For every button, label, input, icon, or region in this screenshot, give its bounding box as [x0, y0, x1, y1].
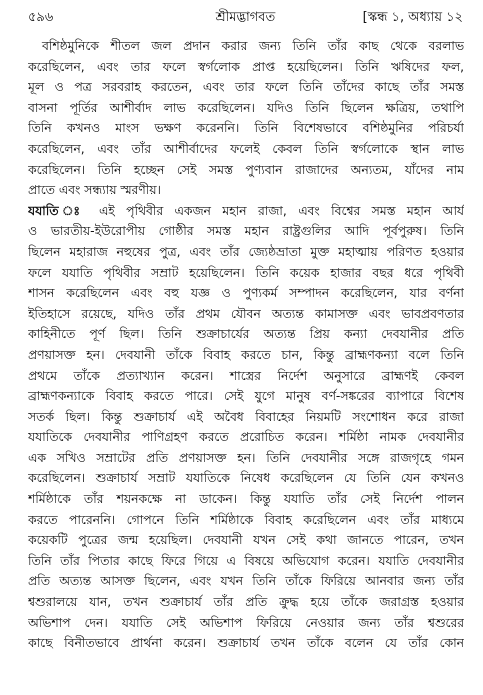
text-line: শ্বশুরালয়ে যান, তখন শুক্রাচার্য তাঁর প্রতি ক্রুদ্ধ হয়ে তাঁকে জরাগ্রস্ত হওয়ার: [28, 595, 464, 610]
text-line: ফলে যযাতি পৃথিবীর সম্রাট হয়েছিলেন। তিনি কয়েক হাজার বছর ধরে পৃথিবী: [28, 265, 464, 280]
text-line: ব্রাহ্মণকন্যাকে বিবাহ করতে পারে। সেই যুগে মানুষ বর্ণ-সঙ্করের ব্যাপারে বিশেষ: [28, 389, 464, 404]
text-line: প্রণয়াসক্ত হন। দেবযানী তাঁকে বিবাহ করতে চান, কিন্তু ব্রাহ্মণকন্যা বলে তিনি: [28, 347, 464, 362]
text-line: শাসন করেছিলেন এবং বহু যজ্ঞ ও পুণ্যকর্ম সম্পাদন করেছিলেন, যার বর্ণনা: [28, 286, 464, 301]
running-title: শ্রীমদ্ভাগবত: [215, 10, 276, 25]
text-line: কয়েকটি পুত্রের জন্ম হয়েছিল। দেবযানী যখন সেই কথা জানতে পারেন, তখন: [28, 533, 464, 548]
text-line: কাছে বিনীতভাবে প্রার্থনা করেন। শুক্রাচার্য তখন তাঁকে বলেন যে তাঁর কোন: [28, 636, 464, 651]
text-line: সতর্ক ছিল। কিন্তু শুক্রাচার্য এই অবৈধ বিবাহের নিয়মটি সংশোধন করে রাজা: [28, 409, 464, 424]
text-line: করতে পারেননি। গোপনে তিনি শর্মিষ্ঠাকে বিবাহ করেছিলেন এবং তাঁর মাধ্যমে: [28, 512, 464, 527]
text-line: প্রতি অত্যন্ত আসক্ত ছিলেন, এবং যখন তিনি তাঁকে ফিরিয়ে আনবার জন্য তাঁর: [28, 574, 464, 589]
text-line: বাসনা পূর্তির আশীর্বাদ লাভ করেছিলেন। যদিও তিনি ছিলেন ক্ষত্রিয়, তথাপি: [28, 100, 464, 115]
text-line: মূল ও পত্র সরবরাহ করতেন, এবং তার ফলে তিনি তাঁদের কাছে তাঁর সমস্ত: [28, 80, 464, 95]
text-line-first: [28, 201, 464, 222]
paragraph-yayati: [28, 201, 464, 654]
text-line: করেছিলেন। তিনি হচ্ছেন সেই সমস্ত পুণ্যবান রাজাদের অন্যতম, যাঁদের নাম: [28, 162, 464, 177]
text-line: ছিলেন মহারাজ নহুষের পুত্র, এবং তাঁর জ্যেষ্ঠভ্রাতা মুক্ত মহাত্মায় পরিণত হওয়ার: [28, 244, 464, 259]
text-line: বশিষ্ঠমুনিকে শীতল জল প্রদান করার জন্য তিনি তাঁর কাছ থেকে বরলাভ: [42, 39, 464, 53]
page-header: [28, 8, 463, 32]
text-line-first-rest: এই পৃথিবীর একজন মহান রাজা, এবং বিশ্বের সমস্ত মহান আর্য: [87, 203, 464, 218]
text-line: করেছিলেন, এবং তাঁর আশীর্বাদের ফলেই কেবল তিনি স্বর্গলোকে স্থান লাভ: [28, 141, 464, 156]
page-number: ৫৯৬: [28, 10, 54, 25]
text-line: করেছিলেন, এবং তার ফলে স্বর্গলোক প্রাপ্ত হয়েছিলেন। তিনি ঋষিদের ফল,: [28, 59, 464, 74]
text-line: অভিশাপ দেন। যযাতি সেই অভিশাপ ফিরিয়ে নেওয়ার জন্য তাঁর শ্বশুরের: [28, 615, 464, 630]
paragraph-vasishtha: [28, 36, 464, 201]
body-text: [28, 36, 464, 688]
text-line: তিনি কখনও মাংস ভক্ষণ করেননি। তিনি বিশেষভাবে বশিষ্ঠমুনির পরিচর্যা: [28, 121, 464, 136]
text-line: করেছিলেন। শুক্রাচার্য সম্রাট যযাতিকে নিষেধ করেছিলেন যে তিনি যেন কখনও: [28, 471, 464, 486]
text-line: তিনি তাঁর পিতার কাছে ফিরে গিয়ে এ বিষয়ে অভিযোগ করেন। যযাতি দেবযানীর: [28, 553, 464, 568]
text-line: এক সখিও সম্রাটের প্রতি প্রণয়াসক্ত হন। তিনি দেবযানীর সঙ্গে রাজগৃহে গমন: [28, 450, 464, 465]
text-line: শর্মিষ্ঠাকে তাঁর শয়নকক্ষে না ডাকেন। কিন্তু যযাতি তাঁর সেই নির্দেশ পালন: [28, 492, 464, 507]
text-line: কাহিনীতে পূর্ণ ছিল। তিনি শুক্রাচার্যের অত্যন্ত প্রিয় কন্যা দেবযানীর প্রতি: [28, 327, 464, 342]
text-line: ও ভারতীয়-ইউরোপীয় গোষ্ঠীর সমস্ত মহান রাষ্ট্রগুলির আদি পূর্বপুরুষ। তিনি: [28, 224, 464, 239]
glossary-term: যযাতি ঃ: [28, 203, 88, 218]
text-line: প্রথমে তাঁকে প্রত্যাখ্যান করেন। শাস্ত্রের নির্দেশ অনুসারে ব্রাহ্মণই কেবল: [28, 368, 464, 383]
text-line: প্রাতে এবং সন্ধ্যায় স্মরণীয়।: [28, 183, 161, 198]
section-reference: [স্কন্ধ ১, অধ্যায় ১২: [362, 10, 463, 25]
text-line: ইতিহাসে রয়েছে, যদিও তাঁর প্রথম যৌবন অত্যন্ত কামাসক্ত এবং ভাবপ্রবণতার: [28, 306, 464, 321]
text-line: যযাতিকে দেবযানীর পাণিগ্রহণ করতে প্ররোচিত করেন। শর্মিষ্ঠা নামক দেবযানীর: [28, 430, 464, 445]
